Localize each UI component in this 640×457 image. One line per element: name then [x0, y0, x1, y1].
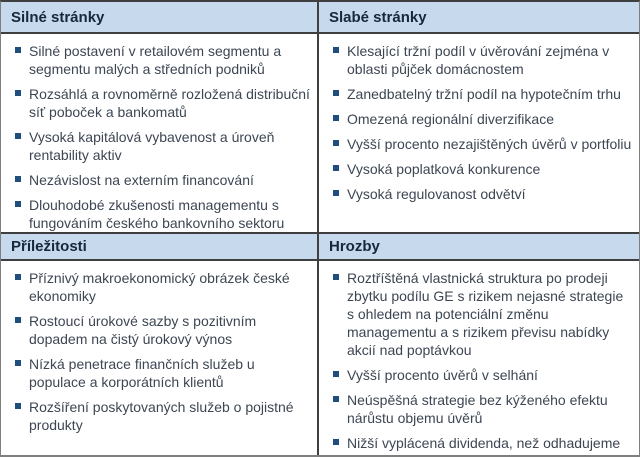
bullet-square-icon [333, 165, 339, 171]
list-item-text: Vysoká regulovanost odvětví [347, 186, 526, 202]
list-item [13, 355, 312, 391]
list-item [331, 391, 634, 427]
list-item [331, 135, 634, 153]
list-item-text: Neúspěšná strategie bez kýženého efektu nárůstu objemu úvěrů [347, 392, 608, 426]
weaknesses-title: Slabé stránky [329, 9, 427, 26]
list-item [331, 42, 634, 78]
bullet-square-icon [333, 396, 339, 402]
list-item-text: Vysoká kapitálová vybavenost a úroveň rentability aktiv [29, 129, 275, 163]
list-item [331, 366, 634, 384]
list-item [331, 85, 634, 103]
list-item-text: Roztříštěná vlastnická struktura po prodeji zbytku podílu GE s rizikem nejasné strategie s ohledem na potenciální změnu managementu a s rizikem převisu nabídky akcií nad poptávkou [347, 270, 624, 358]
strengths-list [13, 42, 312, 232]
opportunities-title: Příležitosti [11, 238, 87, 255]
bullet-square-icon [333, 90, 339, 96]
list-item [331, 269, 634, 359]
list-item-text: Nízká penetrace finančních služeb u populace a korporátních klientů [29, 356, 255, 390]
list-item [13, 269, 312, 305]
bullet-square-icon [333, 115, 339, 121]
strengths-header [1, 2, 317, 34]
bullet-square-icon [333, 190, 339, 196]
list-item-text: Vyšší procento úvěrů v selhání [347, 367, 538, 383]
bullet-square-icon [333, 47, 339, 53]
bullet-square-icon [15, 176, 21, 182]
weaknesses-header [317, 2, 639, 34]
list-item-text: Rostoucí úrokové sazby s pozitivním dopadem na čistý úrokový výnos [29, 313, 257, 347]
threats-header [317, 232, 639, 261]
list-item [331, 185, 634, 203]
list-item [331, 110, 634, 128]
bullet-square-icon [333, 371, 339, 377]
opportunities-header [1, 232, 317, 261]
list-item [13, 128, 312, 164]
list-item-text: Vysoká poplatková konkurence [347, 161, 541, 177]
list-item-text: Vyšší procento nezajištěných úvěrů v portfoliu [347, 136, 632, 152]
weaknesses-list [331, 42, 634, 203]
bullet-square-icon [15, 47, 21, 53]
bullet-square-icon [15, 90, 21, 96]
list-item-text: Dlouhodobé zkušenosti managementu s fungováním českého bankovního sektoru [29, 197, 285, 231]
bullet-square-icon [15, 274, 21, 280]
opportunities-list [13, 269, 312, 434]
list-item-text: Klesající tržní podíl v úvěrování zejména v oblasti půjček domácnostem [347, 43, 610, 77]
bullet-square-icon [15, 133, 21, 139]
list-item-text: Omezená regionální diverzifikace [347, 111, 554, 127]
list-item-text: Nižší vyplácená dividenda, než odhadujeme [347, 435, 621, 451]
list-item-text: Příznivý makroekonomický obrázek české ekonomiky [29, 270, 290, 304]
list-item-text: Zanedbatelný tržní podíl na hypotečním trhu [347, 86, 621, 102]
list-item [13, 85, 312, 121]
list-item-text: Silné postavení v retailovém segmentu a segmentu malých a středních podniků [29, 43, 282, 77]
threats-list [331, 269, 634, 452]
list-item [13, 312, 312, 348]
list-item [331, 434, 634, 452]
opportunities-content [1, 261, 317, 455]
bullet-square-icon [15, 403, 21, 409]
list-item-text: Rozsáhlá a rovnoměrně rozložená distribuční síť poboček a bankomatů [29, 86, 310, 120]
list-item [13, 398, 312, 434]
list-item-text: Rozšíření poskytovaných služeb o pojistné produkty [29, 399, 294, 433]
list-item-text: Nezávislost na externím financování [29, 172, 254, 188]
threats-content [317, 261, 639, 455]
weaknesses-content [317, 34, 639, 232]
strengths-title: Silné stránky [11, 9, 105, 26]
bullet-square-icon [15, 317, 21, 323]
bullet-square-icon [15, 360, 21, 366]
list-item [13, 42, 312, 78]
strengths-content [1, 34, 317, 232]
bullet-square-icon [333, 274, 339, 280]
list-item [331, 160, 634, 178]
bullet-square-icon [15, 201, 21, 207]
list-item [13, 196, 312, 232]
bullet-square-icon [333, 140, 339, 146]
threats-title: Hrozby [329, 238, 380, 255]
list-item [13, 171, 312, 189]
bullet-square-icon [333, 439, 339, 445]
